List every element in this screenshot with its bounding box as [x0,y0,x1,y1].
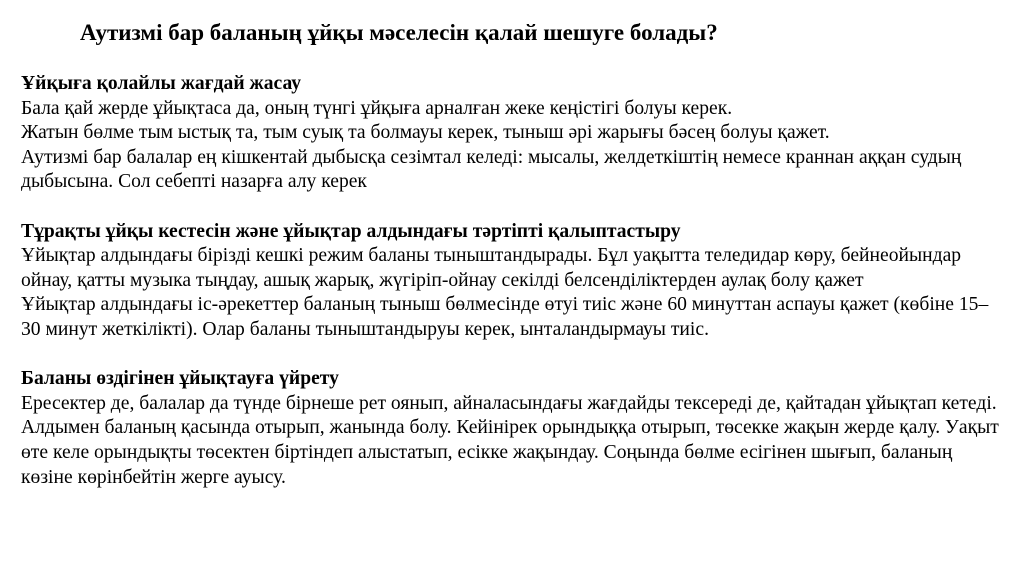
section-heading: Ұйқыға қолайлы жағдай жасау [21,73,302,94]
paragraph: Ересектер де, балалар да түнде бірнеше рет оянып, айналасындағы жағдайды тексереді де, қайтадан ұйықтап кетеді. [21,392,997,414]
section-sleep-schedule [21,220,1006,343]
page-title: Аутизмі бар баланың ұйқы мәселесін қалай шешуге болады? [80,20,718,45]
paragraph: Аутизмі бар балалар ең кішкентай дыбысқа сезімтал келеді: мысалы, желдеткіштің немесе краннан аққан судың дыбысына. Сол себепті назарға алу керек [21,146,962,193]
section-independent-sleep [21,367,1006,490]
slide-body [21,72,1006,490]
paragraph: Ұйықтар алдындағы бірізді кешкі режим баланы тыныштандырады. Бұл уақытта теледидар көру, бейнеойындар ойнау, қатты музыка тыңдау, ашық жарық, жүгіріп-ойнау секілді белсенділіктерден аулақ болу қажет [21,245,962,291]
paragraph: Бала қай жерде ұйықтаса да, оның түнгі ұйқыға арналған жеке кеңістігі болуы керек. [21,97,733,119]
paragraph: Жатын бөлме тым ыстық та, тым суық та болмауы керек, тыныш әрі жарығы бәсең болуы қажет. [21,122,830,144]
section-heading: Тұрақты ұйқы кестесін және ұйықтар алдындағы тәртіпті қалыптастыру [21,220,681,242]
section-heading: Баланы өздігінен ұйықтауға үйрету [21,368,339,390]
paragraph: Алдымен баланың қасында отырып, жанында болу. Кейінірек орындыққа отырып, төсекке жақын жерде қалу. Уақыт өте келе орындықты төсектен біртіндеп алыстатып, есікке жақындау. Соңында бөлме есігінен шығып, баланың көзіне көрінбейтін жерге ауысу. [21,417,999,488]
paragraph: Ұйықтар алдындағы іс-әрекеттер баланың тыныш бөлмесінде өтуі тиіс және 60 минуттан аспауы қажет (көбіне 15–30 минут жеткілікті). Олар баланы тыныштандыруы керек, ынталандырмауы тиіс. [21,294,989,340]
section-sleep-environment [21,72,1006,195]
